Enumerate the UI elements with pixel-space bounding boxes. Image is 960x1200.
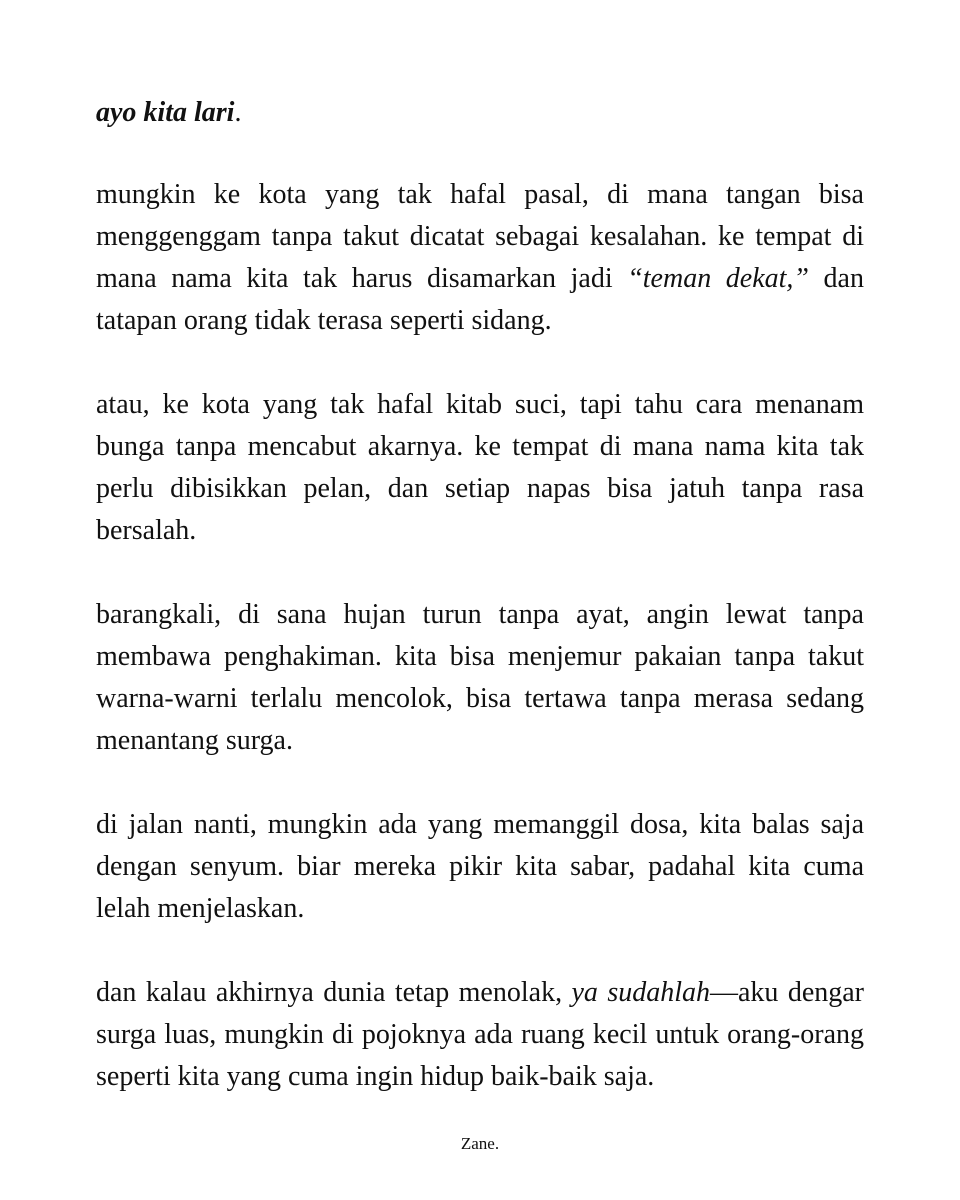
stanza-5-text-b: —aku dengar surga luas, mungkin di pojoknya ada ruang kecil untuk orang-orang seperti kita yang cuma ingin hidup baik-baik saja. bbox=[96, 977, 865, 1092]
poem-title-text: ayo kita lari bbox=[96, 97, 235, 128]
stanza-1 bbox=[96, 174, 864, 342]
poem-title-period: . bbox=[234, 97, 242, 128]
poem-page bbox=[96, 92, 864, 1140]
stanza-3: barangkali, di sana hujan turun tanpa ayat, angin lewat tanpa membawa penghakiman. kita bisa menjemur pakaian tanpa takut warna-warni terlalu mencolok, bisa tertawa tanpa merasa sedang menantang surga. bbox=[96, 599, 864, 756]
stanza-1-italic: “teman dekat,” bbox=[627, 263, 809, 294]
poem-title bbox=[96, 92, 864, 134]
stanza-1-text-a: mungkin ke kota yang tak hafal pasal, di mana tangan bisa menggenggam tanpa takut dicatat sebagai kesalahan. ke tempat di mana nama kita tak harus disamarkan jadi bbox=[96, 179, 864, 294]
stanza-4: di jalan nanti, mungkin ada yang memanggil dosa, kita balas saja dengan senyum. biar mereka pikir kita sabar, padahal kita cuma lelah menjelaskan. bbox=[96, 809, 864, 924]
stanza-1-text-b: dan tatapan orang tidak terasa seperti sidang. bbox=[96, 263, 864, 336]
stanza-5 bbox=[96, 972, 864, 1098]
author-signature: Zane. bbox=[460, 1134, 500, 1153]
stanza-2: atau, ke kota yang tak hafal kitab suci, tapi tahu cara menanam bunga tanpa mencabut akarnya. ke tempat di mana nama kita tak perlu dibisikkan pelan, dan setiap napas bisa jatuh tanpa rasa bersalah. bbox=[96, 389, 864, 546]
stanza-5-italic: ya sudahlah bbox=[571, 977, 710, 1008]
stanza-5-text-a: dan kalau akhirnya dunia tetap menolak, bbox=[96, 977, 572, 1008]
